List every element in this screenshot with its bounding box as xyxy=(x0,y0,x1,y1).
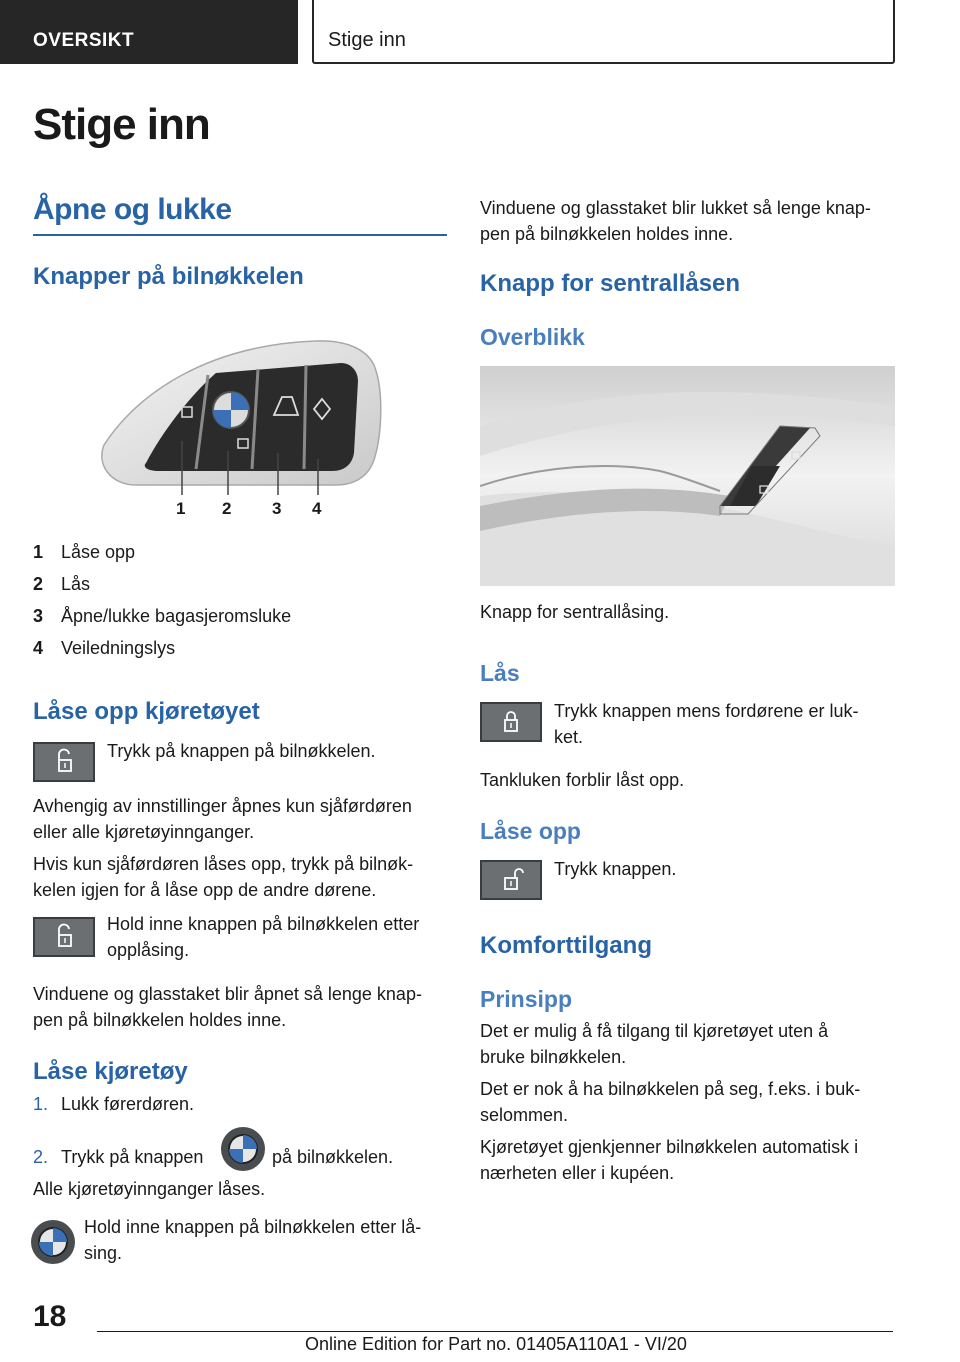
footer-edition: Online Edition for Part no. 01405A110A1 - VI/20 xyxy=(305,1334,687,1354)
section-tab-overview[interactable] xyxy=(0,0,298,64)
hold-instruction: Hold inne knappen på bilnøkkelen etter xyxy=(107,914,420,934)
paragraph: eller alle kjøretøyinnganger. xyxy=(33,822,255,842)
list-item-label: Åpne/lukke bagasjeromsluke xyxy=(61,606,292,626)
heading-central-lock-button: Knapp for sentrallåsen xyxy=(480,270,741,297)
step-text: Trykk på knappen xyxy=(61,1147,204,1167)
paragraph: nærheten eller i kupéen. xyxy=(480,1163,675,1183)
door-panel-illustration xyxy=(480,366,895,586)
current-section-tab xyxy=(312,0,895,64)
page-title: Stige inn xyxy=(33,100,210,149)
paragraph: Vinduene og glasstaket blir lukket så lenge knap- xyxy=(480,198,871,218)
page-number: 18 xyxy=(33,1300,67,1333)
unlock-instruction: Trykk på knappen på bilnøkkelen. xyxy=(107,741,376,761)
bmw-lock-button-icon xyxy=(221,1127,265,1171)
lock-instruction: Trykk knappen mens fordørene er luk- xyxy=(554,701,859,721)
paragraph: Tankluken forblir låst opp. xyxy=(480,770,685,790)
central-unlock-button-icon xyxy=(480,860,542,900)
section-tab-label: OVERSIKT xyxy=(33,30,135,51)
paragraph: bruke bilnøkkelen. xyxy=(480,1047,627,1067)
list-item-label: Låse opp xyxy=(61,542,136,562)
paragraph: Kjøretøyet gjenkjenner bilnøkkelen automatisk i xyxy=(480,1137,859,1157)
list-item-number: 4 xyxy=(33,638,44,658)
paragraph: Det er mulig å få tilgang til kjøretøyet uten å xyxy=(480,1021,829,1041)
step-text: Lukk førerdøren. xyxy=(61,1094,195,1114)
heading-unlock: Låse opp xyxy=(480,818,581,844)
paragraph: pen på bilnøkkelen holdes inne. xyxy=(33,1010,287,1030)
footer-divider xyxy=(97,1331,893,1332)
heading-principle: Prinsipp xyxy=(480,986,573,1012)
hold-instruction: sing. xyxy=(84,1243,123,1263)
heading-open-close: Åpne og lukke xyxy=(33,193,232,226)
heading-unlock-vehicle: Låse opp kjøretøyet xyxy=(33,698,260,725)
step-number: 1. xyxy=(33,1094,49,1114)
key-callout-3: 3 xyxy=(272,499,282,518)
unlock-button-icon xyxy=(33,742,95,782)
hold-instruction: opplåsing. xyxy=(107,940,190,960)
paragraph: Avhengig av innstillinger åpnes kun sjåførdøren xyxy=(33,796,412,816)
heading-divider xyxy=(33,234,447,236)
image-caption: Knapp for sentrallåsing. xyxy=(480,602,670,622)
unlock-instruction: Trykk knappen. xyxy=(554,859,677,879)
current-section-label: Stige inn xyxy=(328,29,406,51)
step-number: 2. xyxy=(33,1147,49,1167)
paragraph: pen på bilnøkkelen holdes inne. xyxy=(480,224,734,244)
paragraph: Alle kjøretøyinnganger låses. xyxy=(33,1179,266,1199)
lock-instruction: ket. xyxy=(554,727,584,747)
list-item-label: Veiledningslys xyxy=(61,638,176,658)
list-item-number: 3 xyxy=(33,606,44,626)
car-key-illustration xyxy=(96,335,386,520)
heading-lock-vehicle: Låse kjøretøy xyxy=(33,1058,188,1085)
list-item-number: 2 xyxy=(33,574,44,594)
heading-key-buttons: Knapper på bilnøkkelen xyxy=(33,263,304,290)
list-item-number: 1 xyxy=(33,542,44,562)
key-callout-4: 4 xyxy=(312,499,322,518)
paragraph: Hvis kun sjåførdøren låses opp, trykk på bilnøk- xyxy=(33,854,414,874)
heading-comfort-access: Komforttilgang xyxy=(480,932,652,959)
bmw-lock-button-icon xyxy=(31,1220,75,1264)
central-lock-button-icon xyxy=(480,702,542,742)
hold-instruction: Hold inne knappen på bilnøkkelen etter lå- xyxy=(84,1217,422,1237)
list-item-label: Lås xyxy=(61,574,91,594)
step-text: på bilnøkkelen. xyxy=(272,1147,394,1167)
paragraph: Det er nok å ha bilnøkkelen på seg, f.eks. i buk- xyxy=(480,1079,861,1099)
key-callout-1: 1 xyxy=(176,499,186,518)
unlock-button-icon xyxy=(33,917,95,957)
key-callout-2: 2 xyxy=(222,499,232,518)
heading-lock: Lås xyxy=(480,660,520,686)
paragraph: selommen. xyxy=(480,1105,569,1125)
paragraph: Vinduene og glasstaket blir åpnet så lenge knap- xyxy=(33,984,422,1004)
paragraph: kelen igjen for å låse opp de andre dørene. xyxy=(33,880,377,900)
heading-overview: Overblikk xyxy=(480,324,585,350)
